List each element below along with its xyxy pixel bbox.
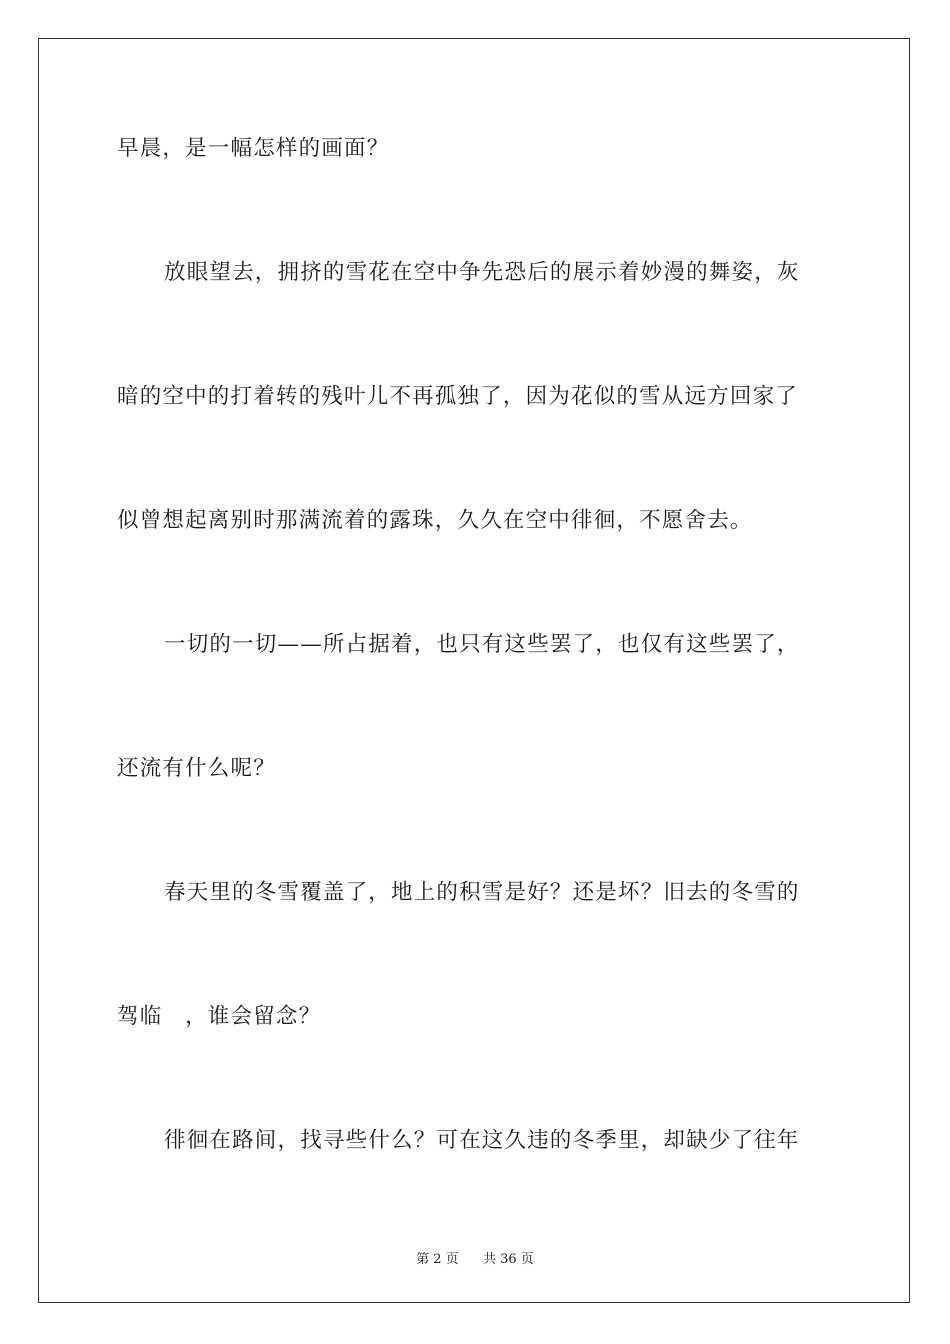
page-footer bbox=[0, 1248, 950, 1267]
total-pages: 共 36 页 bbox=[483, 1252, 534, 1267]
text-line-2: 放眼望去，拥挤的雪花在空中争先恐后的展示着妙漫的舞姿，灰 bbox=[164, 260, 800, 285]
page-border bbox=[38, 38, 910, 1303]
text-line-7: 春天里的冬雪覆盖了，地上的积雪是好？还是坏？旧去的冬雪的 bbox=[164, 880, 800, 905]
text-line-5: 一切的一切——所占据着，也只有这些罢了，也仅有这些罢了， bbox=[164, 632, 800, 657]
text-line-1: 早晨，是一幅怎样的画面？ bbox=[117, 136, 390, 161]
text-line-8: 驾临 ，谁会留念？ bbox=[117, 1004, 322, 1029]
text-line-4: 似曾想起离别时那满流着的露珠，久久在空中徘徊，不愿舍去。 bbox=[117, 508, 753, 533]
text-line-6: 还流有什么呢？ bbox=[117, 756, 276, 781]
text-line-3: 暗的空中的打着转的残叶儿不再孤独了，因为花似的雪从远方回家了 bbox=[117, 384, 799, 409]
text-line-9: 徘徊在路间，找寻些什么？可在这久违的冬季里，却缺少了往年 bbox=[164, 1128, 800, 1153]
page-number: 第 2 页 bbox=[416, 1252, 459, 1267]
